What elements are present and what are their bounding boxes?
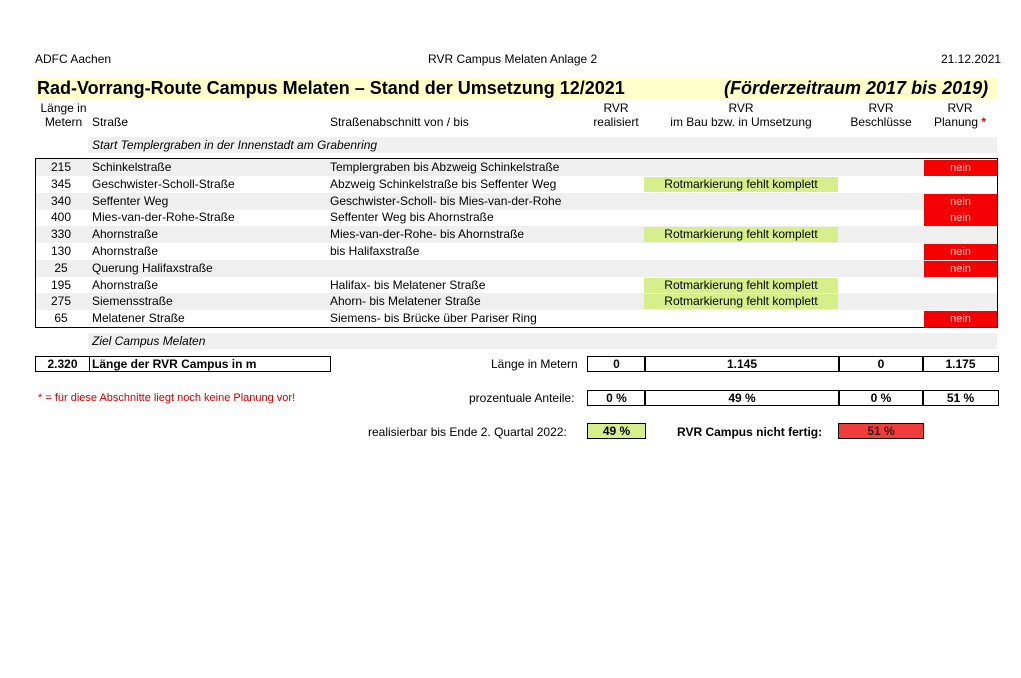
goal-text: Ziel Campus Melaten xyxy=(92,334,206,348)
row-length: 65 xyxy=(54,311,68,326)
row-street: Ahornstraße xyxy=(92,227,159,242)
status-in-progress: Rotmarkierung fehlt komplett xyxy=(644,294,838,309)
row-section: Geschwister-Scholl- bis Mies-van-der-Rohe xyxy=(330,193,562,208)
col-length-line1: Länge in xyxy=(40,101,87,115)
row-section: Abzweig Schinkelstraße bis Seffenter Weg xyxy=(330,176,557,191)
total-inbau: 1.145 xyxy=(644,356,840,372)
realizable-label: realisierbar bis Ende 2. Quartal 2022: xyxy=(368,425,567,439)
row-section: Mies-van-der-Rohe- bis Ahornstraße xyxy=(330,227,525,242)
goal-band xyxy=(88,333,997,349)
status-in-progress: Rotmarkierung fehlt komplett xyxy=(644,227,838,242)
total-length-box: 2.320 xyxy=(35,356,90,372)
row-section: bis Halifaxstraße xyxy=(330,244,420,258)
header-document: RVR Campus Melaten Anlage 2 xyxy=(428,52,598,66)
row-length: 400 xyxy=(50,210,72,225)
col-realized-line1: RVR xyxy=(603,101,629,115)
col-length-line2: Metern xyxy=(44,115,83,129)
col-decisions-line2: Beschlüsse xyxy=(850,115,912,129)
row-length: 330 xyxy=(50,227,72,242)
col-section-header: Straßenabschnitt von / bis xyxy=(330,115,469,129)
page-title: Rad-Vorrang-Route Campus Melaten – Stand der Umsetzung 12/2021 xyxy=(37,78,625,98)
row-street: Seffenter Weg xyxy=(92,193,169,208)
row-street: Melatener Straße xyxy=(92,311,185,326)
row-length: 25 xyxy=(54,260,68,275)
percent-planning: 51 % xyxy=(922,390,999,406)
header-date: 21.12.2021 xyxy=(941,52,1002,66)
row-length: 215 xyxy=(50,160,72,174)
status-in-progress: Rotmarkierung fehlt komplett xyxy=(644,177,838,192)
status-no-planning: nein xyxy=(924,244,997,260)
table-row xyxy=(36,159,997,176)
table-row xyxy=(36,176,997,193)
row-section: Templergraben bis Abzweig Schinkelstraße xyxy=(330,160,560,174)
footnote: * = für diese Abschnitte liegt noch keine Planung vor! xyxy=(38,392,296,404)
col-realized-header xyxy=(586,101,646,129)
header-org: ADFC Aachen xyxy=(35,52,112,66)
table-row xyxy=(36,226,997,243)
status-no-planning: nein xyxy=(924,261,997,277)
col-street-header: Straße xyxy=(92,115,129,129)
table-row xyxy=(36,260,997,277)
col-planning-line2 xyxy=(922,115,998,129)
row-length: 340 xyxy=(50,193,72,208)
row-section: Seffenter Weg bis Ahornstraße xyxy=(330,210,494,225)
status-no-planning: nein xyxy=(924,210,997,226)
row-street: Ahornstraße xyxy=(92,277,159,292)
row-section: Siemens- bis Brücke über Pariser Ring xyxy=(330,311,537,326)
row-street: Mies-van-der-Rohe-Straße xyxy=(92,210,235,225)
row-length: 345 xyxy=(50,176,72,191)
row-section: Halifax- bis Melatener Straße xyxy=(330,277,486,292)
col-planning-line1: RVR xyxy=(947,101,973,115)
row-length: 130 xyxy=(50,244,72,258)
percent-realized: 0 % xyxy=(587,390,646,406)
col-length-header xyxy=(36,101,91,129)
table-row xyxy=(36,243,997,260)
col-inbau-header xyxy=(644,101,838,129)
funding-period: (Förderzeitraum 2017 bis 2019) xyxy=(724,78,989,98)
planning-asterisk: * xyxy=(981,115,987,129)
not-ready-value: 51 % xyxy=(838,423,924,439)
col-realized-line2: realisiert xyxy=(593,115,639,129)
row-street: Siemensstraße xyxy=(92,294,173,309)
not-ready-label: RVR Campus nicht fertig: xyxy=(677,425,823,439)
table-row xyxy=(36,277,997,294)
total-decisions: 0 xyxy=(838,356,924,372)
percent-inbau: 49 % xyxy=(644,390,840,406)
table-row xyxy=(36,193,997,210)
total-length-label: Länge der RVR Campus in m xyxy=(89,356,331,372)
realizable-value: 49 % xyxy=(587,423,646,439)
col-decisions-line1: RVR xyxy=(868,101,894,115)
status-in-progress: Rotmarkierung fehlt komplett xyxy=(644,278,838,293)
row-street: Schinkelstraße xyxy=(92,160,172,174)
row-street: Geschwister-Scholl-Straße xyxy=(92,176,235,191)
row-length: 275 xyxy=(50,294,72,309)
row-section: Ahorn- bis Melatener Straße xyxy=(330,294,481,309)
row-street: Ahornstraße xyxy=(92,244,159,258)
table-row xyxy=(36,310,997,327)
status-no-planning: nein xyxy=(924,160,997,176)
table-row xyxy=(36,293,997,310)
length-in-meters-label: Länge in Metern xyxy=(491,357,578,371)
percent-label: prozentuale Anteile: xyxy=(469,391,575,405)
col-decisions-header xyxy=(840,101,922,129)
col-planning-label: Planung xyxy=(933,115,979,129)
row-length: 195 xyxy=(50,277,72,292)
percent-decisions: 0 % xyxy=(838,390,924,406)
total-realized: 0 xyxy=(587,356,646,372)
status-no-planning: nein xyxy=(924,311,997,327)
total-planning: 1.175 xyxy=(922,356,999,372)
col-inbau-line2: im Bau bzw. in Umsetzung xyxy=(670,115,812,129)
row-street: Querung Halifaxstraße xyxy=(92,260,213,275)
table-row xyxy=(36,209,997,226)
col-planning-header xyxy=(922,101,998,129)
status-no-planning: nein xyxy=(924,194,997,210)
col-inbau-line1: RVR xyxy=(728,101,754,115)
start-text: Start Templergraben in der Innenstadt am Grabenring xyxy=(92,138,378,152)
